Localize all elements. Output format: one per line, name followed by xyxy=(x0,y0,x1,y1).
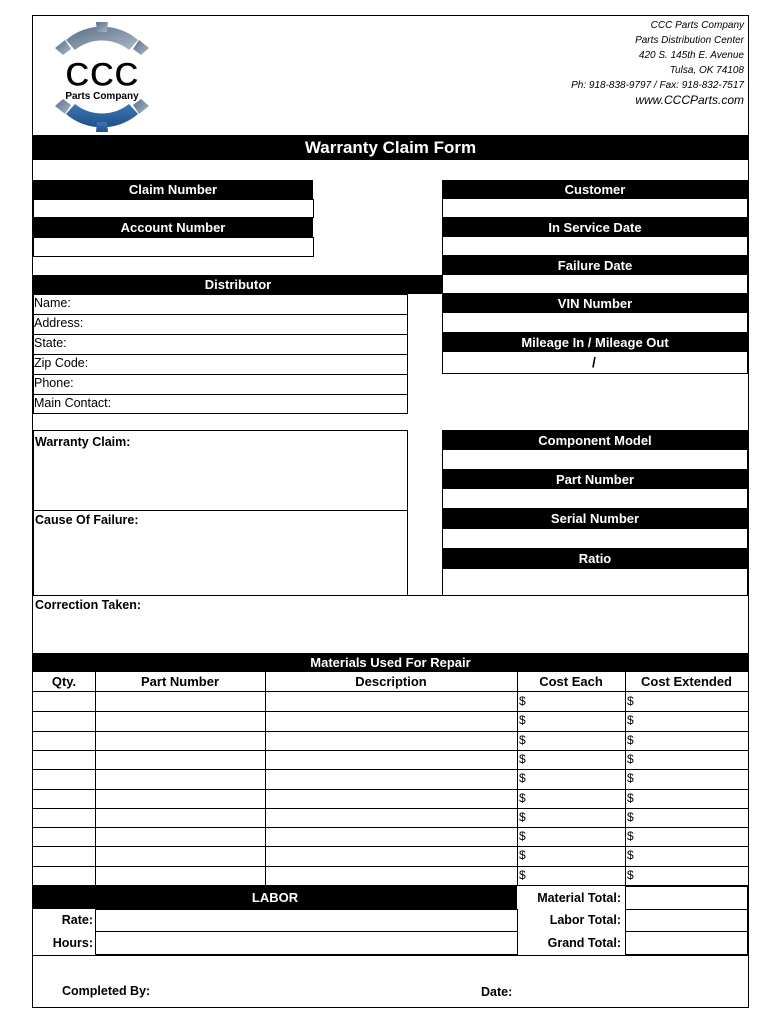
date-field[interactable] xyxy=(519,980,739,1000)
currency-symbol: $ xyxy=(627,713,634,728)
distributor-row-rule xyxy=(33,394,408,395)
part-number-header: Part Number xyxy=(442,469,748,489)
materials-table-row[interactable] xyxy=(33,731,748,750)
materials-table-row[interactable] xyxy=(33,692,748,711)
vin-number-header: VIN Number xyxy=(442,293,748,313)
labor-total-field[interactable] xyxy=(625,909,748,932)
failure-date-header: Failure Date xyxy=(442,255,748,275)
currency-symbol: $ xyxy=(519,751,526,766)
currency-symbol: $ xyxy=(519,809,526,824)
customer-field[interactable] xyxy=(443,199,747,217)
mileage-separator: / xyxy=(592,354,596,370)
currency-symbol: $ xyxy=(519,848,526,863)
distributor-field-input[interactable] xyxy=(123,294,407,313)
totals-bottom-rule xyxy=(33,955,748,956)
company-logo xyxy=(41,22,163,132)
part-number-field[interactable] xyxy=(443,489,747,508)
currency-symbol: $ xyxy=(627,867,634,882)
rate-field[interactable] xyxy=(95,909,518,932)
company-city: Tulsa, OK 74108 xyxy=(669,65,744,76)
distributor-field-label: Address: xyxy=(34,316,84,330)
grand-total-label: Grand Total: xyxy=(547,936,621,950)
distributor-row-rule xyxy=(33,314,408,315)
component-model-field[interactable] xyxy=(443,450,747,469)
material-total-field[interactable] xyxy=(625,886,748,910)
account-number-field[interactable] xyxy=(33,237,314,257)
serial-number-header: Serial Number xyxy=(442,508,748,529)
labor-header: LABOR xyxy=(33,886,517,909)
grand-total-field[interactable] xyxy=(625,931,748,955)
currency-symbol: $ xyxy=(627,829,634,844)
col-header-part-number: Part Number xyxy=(140,674,220,689)
date-label: Date: xyxy=(481,985,513,999)
currency-symbol: $ xyxy=(519,867,526,882)
materials-table-row[interactable] xyxy=(33,789,748,808)
materials-table-row[interactable] xyxy=(33,750,748,769)
hours-field[interactable] xyxy=(95,931,518,955)
distributor-field-input[interactable] xyxy=(123,314,407,333)
rate-label: Rate: xyxy=(61,913,93,927)
distributor-header: Distributor xyxy=(33,275,443,294)
distributor-row-rule xyxy=(33,334,408,335)
currency-symbol: $ xyxy=(627,732,634,747)
company-address xyxy=(571,18,744,108)
failure-date-field[interactable] xyxy=(443,275,747,293)
materials-table-row[interactable] xyxy=(33,711,748,730)
materials-table-row[interactable] xyxy=(33,827,748,846)
currency-symbol: $ xyxy=(627,694,634,708)
distributor-field-label: Name: xyxy=(34,296,71,310)
correction-taken-label: Correction Taken: xyxy=(35,598,142,612)
materials-table-row[interactable] xyxy=(33,769,748,788)
col-header-qty: Qty. xyxy=(51,674,77,689)
correction-taken-field[interactable] xyxy=(33,614,748,652)
currency-symbol: $ xyxy=(627,848,634,863)
currency-symbol: $ xyxy=(519,694,526,708)
currency-symbol: $ xyxy=(519,790,526,805)
completed-by-label: Completed By: xyxy=(62,984,151,998)
currency-symbol: $ xyxy=(519,713,526,728)
currency-symbol: $ xyxy=(627,809,634,824)
vin-number-field[interactable] xyxy=(443,313,747,332)
materials-table-row[interactable] xyxy=(33,808,748,827)
materials-table-row[interactable] xyxy=(33,846,748,865)
distributor-row-rule xyxy=(33,374,408,375)
company-name: CCC Parts Company xyxy=(650,20,744,31)
material-total-label: Material Total: xyxy=(537,891,621,905)
materials-row-rule xyxy=(33,885,748,886)
distributor-field-label: Phone: xyxy=(34,376,74,390)
currency-symbol: $ xyxy=(627,751,634,766)
distributor-field-label: Main Contact: xyxy=(34,396,112,410)
correction-divider xyxy=(33,595,748,596)
serial-number-field[interactable] xyxy=(443,529,747,548)
customer-header: Customer xyxy=(442,180,748,199)
company-street: 420 S. 145th E. Avenue xyxy=(638,50,744,61)
company-center: Parts Distribution Center xyxy=(635,35,744,46)
materials-table-row[interactable] xyxy=(33,866,748,885)
distributor-field-label: State: xyxy=(34,336,67,350)
hours-label: Hours: xyxy=(52,936,93,950)
claim-number-header: Claim Number xyxy=(33,180,313,199)
distributor-field-input[interactable] xyxy=(123,354,407,373)
component-model-header: Component Model xyxy=(442,430,748,450)
cause-of-failure-label: Cause Of Failure: xyxy=(35,513,139,527)
distributor-field-input[interactable] xyxy=(123,374,407,393)
distributor-row-rule xyxy=(33,354,408,355)
form-title: Warranty Claim Form xyxy=(33,135,748,160)
company-web: www.CCCParts.com xyxy=(635,93,744,107)
ratio-field[interactable] xyxy=(443,569,747,595)
warranty-claim-label: Warranty Claim: xyxy=(35,435,131,449)
ratio-header: Ratio xyxy=(442,548,748,569)
labor-total-label: Labor Total: xyxy=(549,913,621,927)
account-number-header: Account Number xyxy=(33,218,313,237)
col-header-cost-extended: Cost Extended xyxy=(640,674,732,689)
distributor-field-input[interactable] xyxy=(123,394,407,413)
col-header-cost-each: Cost Each xyxy=(539,674,603,689)
logo-subtext: Parts Company xyxy=(65,91,139,102)
col-header-description: Description xyxy=(355,674,427,689)
distributor-field-input[interactable] xyxy=(123,334,407,353)
currency-symbol: $ xyxy=(519,732,526,747)
company-phone: Ph: 918-838-9797 / Fax: 918-832-7517 xyxy=(571,80,744,91)
logo-text: CCC xyxy=(65,56,139,94)
materials-title: Materials Used For Repair xyxy=(33,653,748,672)
in-service-date-header: In Service Date xyxy=(442,217,748,237)
claim-number-field[interactable] xyxy=(33,199,314,218)
distributor-field-label: Zip Code: xyxy=(34,356,89,370)
currency-symbol: $ xyxy=(519,829,526,844)
mileage-header: Mileage In / Mileage Out xyxy=(442,332,748,352)
currency-symbol: $ xyxy=(627,771,634,786)
in-service-date-field[interactable] xyxy=(443,237,747,255)
currency-symbol: $ xyxy=(627,790,634,805)
completed-by-field[interactable] xyxy=(163,980,463,1000)
warranty-claim-form xyxy=(32,15,749,1008)
currency-symbol: $ xyxy=(519,771,526,786)
